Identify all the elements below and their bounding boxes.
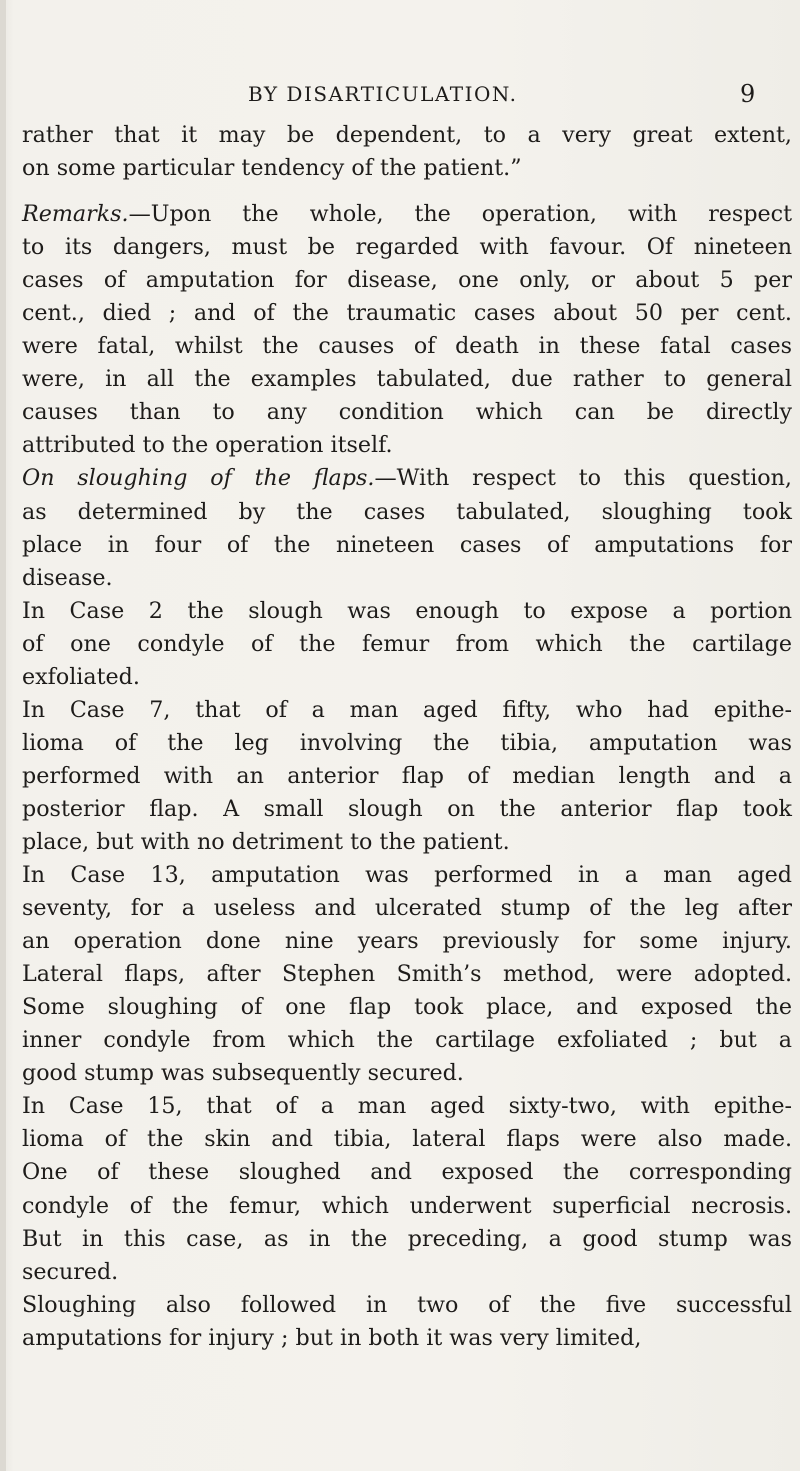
text-line	[22, 396, 792, 429]
text-line	[22, 727, 792, 760]
text-line	[22, 991, 792, 1024]
text-line	[22, 529, 792, 562]
text-run: exfoliated.	[22, 663, 140, 690]
text-line	[22, 925, 792, 958]
text-line	[22, 1190, 792, 1223]
text-run: performed with an anterior flap of median length and a	[22, 762, 792, 789]
text-line	[22, 595, 792, 628]
body-text	[22, 119, 792, 1355]
text-line	[22, 1156, 792, 1189]
text-run: Lateral flaps, after Stephen Smith’s method, were adopted.	[22, 961, 792, 988]
text-run: seventy, for a useless and ulcerated stump of the leg after	[22, 895, 792, 922]
text-run: as determined by the cases tabulated, sloughing took	[22, 498, 792, 525]
text-line	[22, 1090, 792, 1123]
text-run: disease.	[22, 564, 113, 591]
text-line	[22, 892, 792, 925]
text-line	[22, 496, 792, 529]
text-line	[22, 1223, 792, 1256]
text-run: attributed to the operation itself.	[22, 432, 393, 459]
text-line	[22, 363, 792, 396]
text-run: an operation done nine years previously for some injury.	[22, 928, 792, 955]
text-line	[22, 264, 792, 297]
italic-heading: On sloughing of the flaps.	[22, 465, 375, 492]
text-line	[22, 760, 792, 793]
text-line	[22, 152, 792, 185]
text-line	[22, 793, 792, 826]
running-header	[0, 82, 800, 112]
text-run: amputations for injury ; but in both it was very limited,	[22, 1324, 642, 1351]
text-line	[22, 1322, 792, 1355]
text-run: were fatal, whilst the causes of death in these fatal cases	[22, 333, 792, 360]
italic-heading: Remarks.	[22, 201, 129, 228]
text-line	[22, 297, 792, 330]
page-number: 9	[740, 80, 756, 108]
text-run: —With respect to this question,	[374, 465, 792, 492]
page-gutter-shadow	[0, 0, 6, 1471]
text-line	[22, 1289, 792, 1322]
text-run: lioma of the skin and tibia, lateral flaps were also made.	[22, 1126, 792, 1153]
text-line	[22, 694, 792, 727]
text-run: were, in all the examples tabulated, due rather to general	[22, 366, 792, 393]
text-run: inner condyle from which the cartilage exfoliated ; but a	[22, 1027, 792, 1054]
text-run: good stump was subsequently secured.	[22, 1060, 464, 1087]
text-run: to its dangers, must be regarded with favour. Of nineteen	[22, 234, 792, 261]
text-line	[22, 628, 792, 661]
text-run: on some particular tendency of the patient.”	[22, 155, 522, 182]
text-run: But in this case, as in the preceding, a good stump was	[22, 1225, 792, 1252]
text-run: rather that it may be dependent, to a very great extent,	[22, 122, 792, 148]
text-run: —Upon the whole, the operation, with respect	[128, 201, 792, 228]
text-line	[22, 1256, 792, 1289]
text-run: One of these sloughed and exposed the corresponding	[22, 1159, 792, 1186]
text-run: posterior flap. A small slough on the anterior flap took	[22, 795, 792, 822]
text-run: lioma of the leg involving the tibia, amputation was	[22, 729, 792, 756]
text-run: In Case 13, amputation was performed in a man aged	[22, 862, 792, 889]
text-run: causes than to any condition which can be directly	[22, 399, 792, 426]
text-run: place in four of the nineteen cases of amputations for	[22, 531, 792, 558]
text-run: In Case 15, that of a man aged sixty-two, with epithe-	[22, 1093, 792, 1120]
text-line	[22, 462, 792, 495]
text-line	[22, 859, 792, 892]
text-line	[22, 1123, 792, 1156]
text-line	[22, 1024, 792, 1057]
text-run: place, but with no detriment to the patient.	[22, 828, 510, 855]
text-run: Sloughing also followed in two of the five successful	[22, 1291, 792, 1318]
text-run: Some sloughing of one flap took place, and exposed the	[22, 994, 792, 1021]
text-run: cases of amputation for disease, one only, or about 5 per	[22, 267, 792, 294]
text-line	[22, 661, 792, 694]
text-line	[22, 198, 792, 231]
running-title: BY DISARTICULATION.	[248, 82, 518, 106]
text-run: condyle of the femur, which underwent superficial necrosis.	[22, 1192, 792, 1219]
text-line	[22, 1057, 792, 1090]
text-line	[22, 330, 792, 363]
text-line	[22, 958, 792, 991]
text-run: cent., died ; and of the traumatic cases about 50 per cent.	[22, 300, 792, 327]
text-line	[22, 826, 792, 859]
text-line	[22, 231, 792, 264]
text-run: In Case 2 the slough was enough to expose a portion	[22, 597, 792, 624]
text-line	[22, 429, 792, 462]
text-line	[22, 562, 792, 595]
text-line	[22, 119, 792, 152]
text-run: of one condyle of the femur from which the cartilage	[22, 630, 792, 657]
text-run: secured.	[22, 1258, 119, 1285]
text-run: In Case 7, that of a man aged fifty, who had epithe-	[22, 696, 792, 723]
